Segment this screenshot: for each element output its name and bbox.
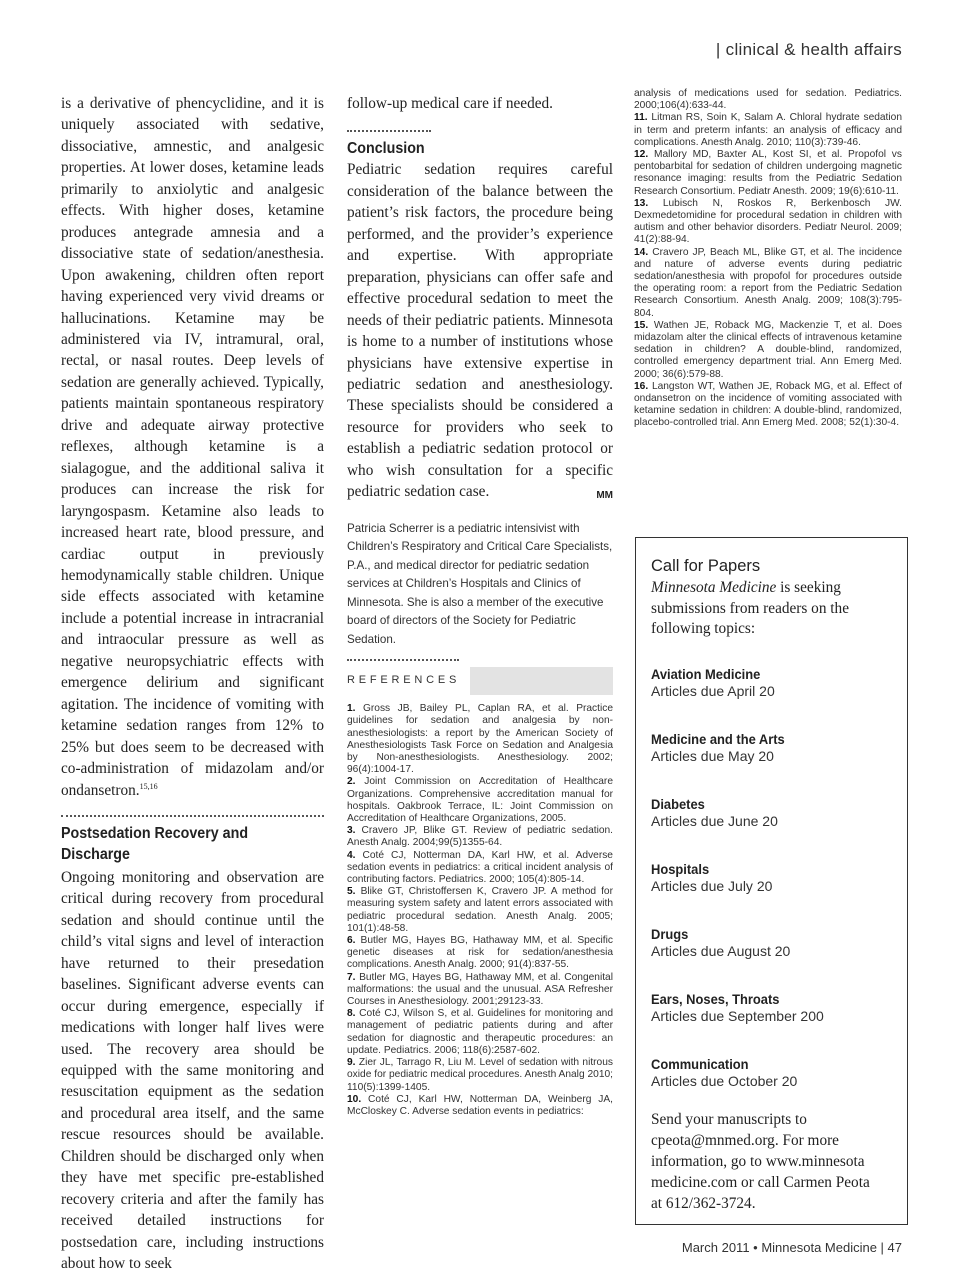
conclusion-text: Pediatric sedation requires careful consideration of the balance between the patient’s risk factors, the procedure being performed, and the provider’s experience and expertise. With appropriate preparation, physicians can offer safe and effective procedural sedation to meet the needs of their pediatric patients. Minnesota is home to a number of institutions whose physicians have extensive expertise in pediatric sedation and anesthesiology. These specialists should be considered a resource for providers who seek to establish a pediatric sedation protocol or who wish consultation for a specific pediatric sedation case. (347, 161, 613, 501)
author-bio: Patricia Scherrer is a pediatric intensivist with Children’s Respiratory and Critical Care Specialists, P.A., and medical director for pediatric sedation services at Children’s Hospitals and Clinics of Minnesota. She is also a member of the executive board of directors of the Society for Pediatric Sedation. (347, 521, 613, 646)
reference-item: 8. Coté CJ, Wilson S, et al. Guidelines for monitoring and management of pediatric patients during and after sedation for diagnostic and therapeutic procedures: an update. Pediatrics. 2006; 118(6):2587-602. (347, 1008, 613, 1056)
end-mark: MM (596, 490, 613, 502)
references-list-1 (347, 703, 613, 1118)
topic-name: Drugs (651, 927, 689, 942)
article-column-2 (347, 93, 613, 1118)
reference-item: 14. Cravero JP, Beach ML, Blike GT, et al. The incidence and nature of adverse events during pediatric sedation/anesthesia with propofol for procedures outside the operating room: a report from the Pediatric Sedation Research Consortium. Anesth Analg. 2009; 108(3):795-804. (634, 246, 902, 319)
topic-name: Ears, Noses, Throats (651, 992, 780, 1007)
conclusion-heading: Conclusion (347, 140, 425, 158)
cfp-contact-info: Send your manuscripts to cpeota@mnmed.org. For more information, go to www.minnesota medicine.com or call Carmen Peota at 612/362-3724. (651, 1111, 870, 1212)
topic-due: Articles due October 20 (651, 1073, 798, 1089)
reference-item: 1. Gross JB, Bailey PL, Caplan RA, et al. Practice guidelines for sedation and analgesia by non-anesthesiologists: a report by the American Society of Anesthesiologists Task Force on Sedation and Analgesia by Non-anesthesiologists. Anesthesiology. 2002; 96(4):1004-17. (347, 703, 613, 776)
topic-due: Articles due May 20 (651, 748, 774, 764)
topic-due: Articles due September 200 (651, 1008, 824, 1024)
ketamine-text: is a derivative of phencyclidine, and it is uniquely associated with sedative, dissociative, amnestic, and analgesic properties. At lower doses, ketamine leads primarily to anxiolytic and analgesic effects. With higher doses, ketamine produces antegrade amnesia and a dissociative state of sedation/anesthesia. Upon awakening, children often report having experienced very vivid dreams or hallucinations. Ketamine may be administered via IV, intramural, oral, rectal, or nasal routes. Deep levels of sedation are generally achieved. Typically, patients maintain spontaneous respiratory drive and adequate airway protective reflexes, although ketamine is a sialagogue, and the additional saliva it produces can increase the risk for laryngospasm. Ketamine also leads to increased heart rate, blood pressure, and cardiac output in previously hemodynamically stable children. Unique side effects associated with ketamine include a potential increase in intracranial and intraocular pressure as well as negative neuropsychiatric effects with emergence delirium and significant agitation. The incidence of vomiting with ketamine sedation ranges from 12% to 25% but does seem to be decreased with co-administration of midazolam and/or ondansetron. (61, 95, 324, 799)
cfp-topic (651, 732, 792, 764)
call-for-papers-box (635, 537, 908, 1225)
postsedation-heading-line2: Discharge (61, 845, 130, 863)
topic-due: Articles due July 20 (651, 878, 773, 894)
reference-item: 6. Butler MG, Hayes BG, Hathaway MM, et al. Specific genetic diseases at risk for sedation/anesthesia complications. Anesth Analg. 2000; 91(4):837-55. (347, 935, 613, 971)
topic-due: Articles due June 20 (651, 813, 778, 829)
journal-name: Minnesota Medicine (651, 579, 777, 596)
reference-item: 11. Litman RS, Soin K, Salam A. Chloral hydrate sedation in term and preterm infants: an analysis of efficacy and complications. Anesth Analg. 2010; 110(3):739-46. (634, 112, 902, 148)
cfp-topic (651, 797, 778, 829)
topic-name: Aviation Medicine (651, 667, 761, 682)
reference-continuation: analysis of medications used for sedation. Pediatrics. 2000;106(4):633-44. (634, 88, 902, 112)
followup-paragraph: follow-up medical care if needed. (347, 95, 553, 112)
postsedation-heading-line1: Postsedation Recovery and (61, 824, 249, 842)
cfp-topic (651, 862, 772, 894)
reference-item: 9. Zier JL, Tarrago R, Liu M. Level of sedation with nitrous oxide for pediatric medical procedures. Anesth Analg 2010; 110(5):1399-1405. (347, 1057, 613, 1093)
conclusion-paragraph (347, 159, 613, 502)
postsedation-heading (61, 823, 303, 865)
reference-item: 3. Cravero JP, Blike GT. Review of pediatric sedation. Anesth Analg. 2004;99(5)1355-64. (347, 825, 613, 849)
reference-item: 16. Langston WT, Wathen JE, Roback MG, et al. Effect of ondansetron on the incidence of vomiting associated with ketamine sedation in children: A double-blind, randomized, placebo-controlled trial. Ann Emerg Med. 2008; 52(1):30-4. (634, 380, 902, 429)
article-column-1 (61, 93, 324, 1275)
references-header-row (347, 667, 613, 695)
section-divider (347, 130, 431, 132)
cfp-intro (651, 578, 876, 640)
topic-name: Hospitals (651, 862, 710, 877)
cfp-topic (651, 992, 824, 1024)
citation-superscript: 15,16 (139, 781, 158, 791)
references-bar (470, 667, 613, 695)
reference-item: 15. Wathen JE, Roback MG, Mackenzie T, et al. Does midazolam alter the clinical effects of intravenous ketamine sedation in children? A double-blind, randomized, controlled emergency department trial. Ann Emerg Med. 2000; 36(6):579-88. (634, 319, 902, 380)
cfp-title: Call for Papers (651, 557, 761, 575)
section-divider (61, 815, 324, 817)
cfp-topic (651, 667, 775, 699)
reference-item: 13. Lubisch N, Roskos R, Berkenbosch JW. Dexmedetomidine for procedural sedation in children with autism and other behavior disorders. Pediatr Neurol. 2009; 41(2):88-94. (634, 197, 902, 246)
page-footer: March 2011 • Minnesota Medicine | 47 (681, 1240, 902, 1255)
cfp-intro-text: is seeking submissions from readers on the following topics: (651, 579, 849, 637)
references-list-2 (634, 88, 902, 430)
topic-name: Medicine and the Arts (651, 732, 785, 747)
reference-item: 7. Butler MG, Hayes BG, Hathaway MM, et al. Congenital malformations: the usual and the unusual. ASA Refresher Courses in Anesthesiology. 2001;29123-33. (347, 971, 613, 1008)
cfp-topic (651, 1057, 797, 1089)
reference-item: 2. Joint Commission on Accreditation of Healthcare Organizations. Comprehensive accreditation manual for hospitals. Oakbrook Terrace, IL: Joint Commission on Accreditation of Healthcare Organizations, 2005. (347, 776, 613, 825)
topic-name: Diabetes (651, 797, 705, 812)
cfp-topic (651, 927, 790, 959)
postsedation-paragraph: Ongoing monitoring and observation are critical during recovery from procedural sedation and should continue until the child’s vital signs and level of interaction have returned to their presedation baselines. Significant adverse events can occur during emergence, especially if medications with longer half lives were used. The recovery area should be equipped with the same monitoring and resuscitation equipment as the sedation and procedural area itself, and the same rescue resources should be available. Children should be discharged only when they have met specific pre-established recovery criteria and after the family has received detailed instructions for postsedation care, including instructions about how to seek (61, 868, 324, 1273)
reference-item: 10. Coté CJ, Karl HW, Notterman DA, Weinberg JA, McCloskey C. Adverse sedation events in pediatrics: (347, 1093, 613, 1117)
reference-item: 12. Mallory MD, Baxter AL, Kost SI, et al. Propofol vs pentobarbital for sedation of children undergoing magnetic resonance imaging: results from the Pediatric Sedation Research Consortium. Pediatr Anesth. 2009; 19(6):610-11. (634, 149, 902, 197)
reference-item: 5. Blike GT, Christoffersen K, Cravero JP. A method for measuring system safety and latent errors associated with pediatric procedural sedation. Anesth Analg. 2005; 101(1):48-58. (347, 886, 613, 934)
topic-name: Communication (651, 1057, 749, 1072)
topic-due: Articles due August 20 (651, 943, 791, 959)
reference-item: 4. Coté CJ, Notterman DA, Karl HW, et al. Adverse sedation events in pediatrics: a critical incident analysis of contributing factors. Pediatrics. 2000; 105(4):805-14. (347, 849, 613, 886)
references-divider (347, 659, 459, 661)
ketamine-paragraph (61, 93, 324, 801)
references-heading: REFERENCES (347, 674, 461, 687)
topic-due: Articles due April 20 (651, 683, 775, 699)
running-header: | clinical & health affairs (715, 40, 902, 59)
